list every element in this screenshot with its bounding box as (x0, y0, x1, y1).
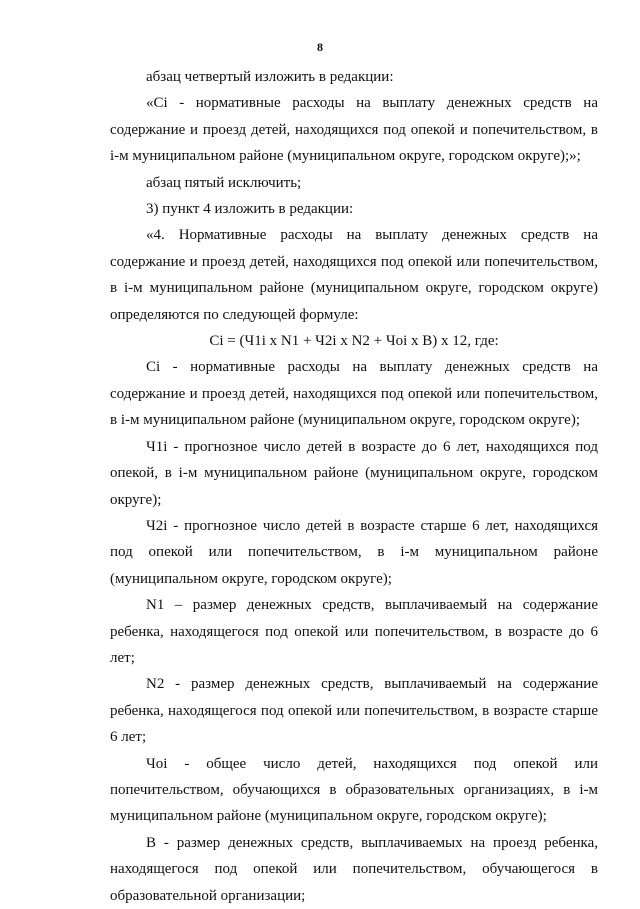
formula: Ci = (Ч1i x N1 + Ч2i x N2 + Чoi x B) x 12, где: (209, 333, 499, 350)
paragraph-2: «Ci - нормативные расходы на выплату денежных средств на содержание и проезд детей, находящихся под опекой и попечительством, в i-м муниципальном районе (муниципальном округе, городском округе);»; (110, 95, 598, 165)
paragraph-4: 3) пункт 4 изложить в редакции: (146, 201, 354, 218)
document-body (110, 64, 598, 909)
paragraph-ch2i: Ч2i - прогнозное число детей в возрасте старше 6 лет, находящихся под опекой или попечительством, в i-м муниципальном районе (муниципальном округе, городском округе); (110, 517, 598, 587)
paragraph-1: абзац четвертый изложить в редакции: (146, 69, 394, 85)
paragraph-ci: Ci - нормативные расходы на выплату денежных средств на содержание и проезд детей, находящихся под опекой или попечительством, в i-м муниципальном районе (муниципальном округе, городском округе); (110, 359, 598, 429)
paragraph-choi: Чoi - общее число детей, находящихся под опекой или попечительством, обучающихся в образовательных организациях, в i-м муниципальном районе (муниципальном округе, городском округе); (110, 755, 598, 825)
paragraph-3: абзац пятый исключить; (146, 174, 302, 191)
paragraph-n1: N1 – размер денежных средств, выплачиваемый на содержание ребенка, находящегося под опекой или попечительством, в возрасте до 6 лет; (110, 597, 598, 666)
paragraph-ch1i: Ч1i - прогнозное число детей в возрасте до 6 лет, находящихся под опекой, в i-м муниципальном районе (муниципальном округе, городском округе); (110, 438, 598, 508)
paragraph-n2: N2 - размер денежных средств, выплачиваемый на содержание ребенка, находящегося под опекой или попечительством, в возрасте старше 6 лет; (110, 676, 598, 746)
paragraph-5: «4. Нормативные расходы на выплату денежных средств на содержание и проезд детей, находящихся под опекой или попечительством, в i-м муниципальном районе (муниципальном округе, городском округе) определяются по следующей формуле: (110, 227, 598, 323)
paragraph-b: B - размер денежных средств, выплачиваемых на проезд ребенка, находящегося под опекой или попечительством, обучающегося в образовательной организации; (110, 834, 598, 904)
page-number: 8 (317, 40, 323, 54)
